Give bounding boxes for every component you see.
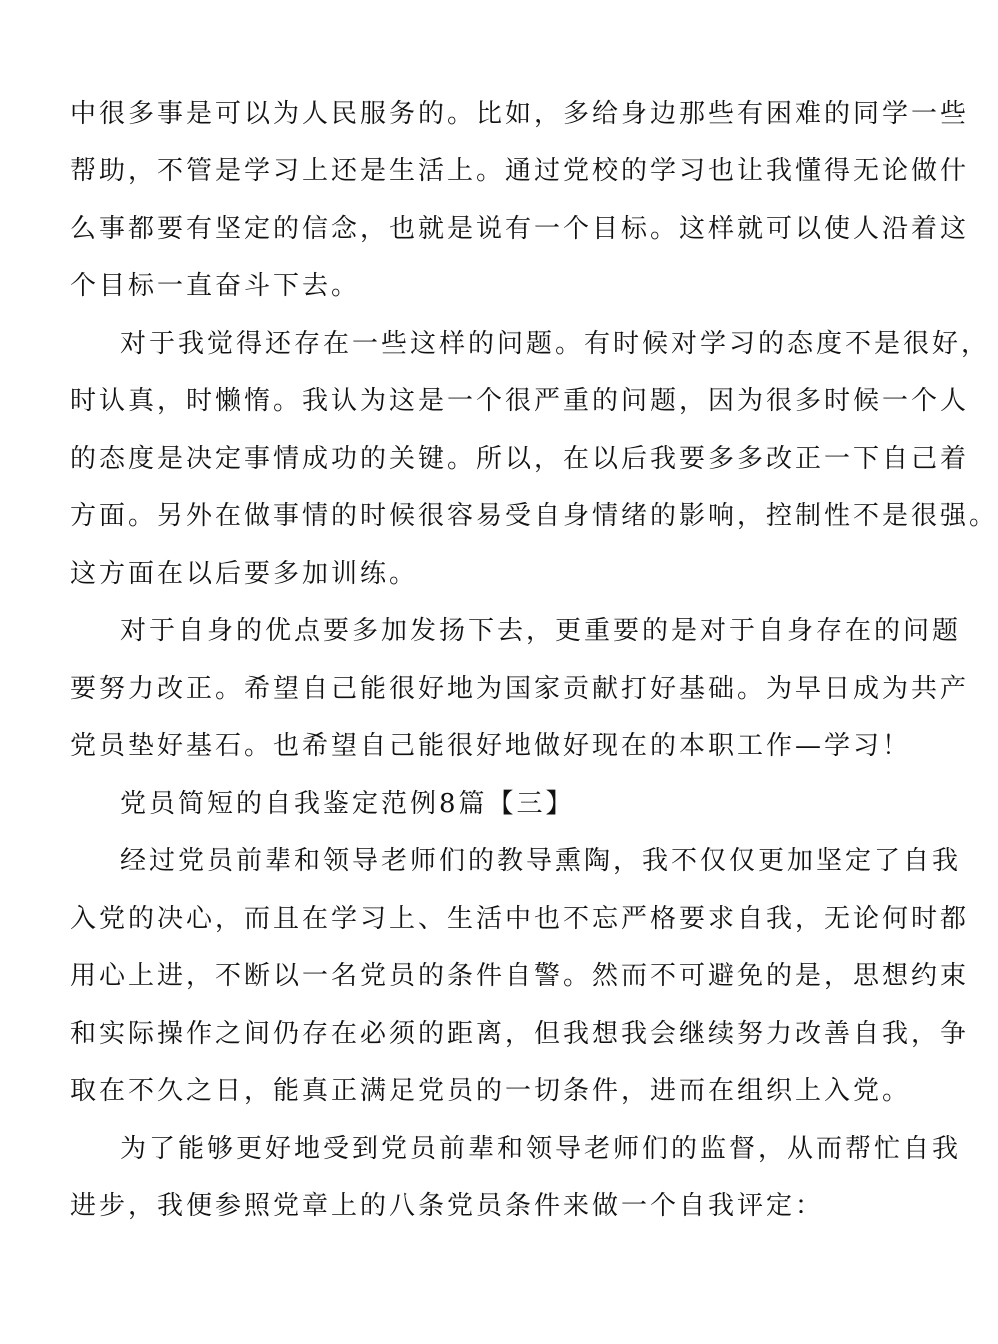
paragraph-4-line-5: 取在不久之日，能真正满足党员的一切条件，进而在组织上入党。 (70, 1076, 912, 1106)
paragraph-4-line-1: 经过党员前辈和领导老师们的教导熏陶，我不仅仅更加坚定了自我 (120, 846, 962, 876)
paragraph-2-line-5: 这方面在以后要多加训练。 (70, 559, 419, 589)
paragraph-3-line-1: 对于自身的优点要多加发扬下去，更重要的是对于自身存在的问题 (120, 616, 962, 646)
paragraph-3-line-3: 党员垫好基石。也希望自己能很好地做好现在的本职工作—学习！ (70, 731, 912, 761)
paragraph-5-line-2: 进步，我便参照党章上的八条党员条件来做一个自我评定： (70, 1191, 825, 1221)
paragraph-4-line-4: 和实际操作之间仍存在必须的距离，但我想我会继续努力改善自我，争 (70, 1019, 970, 1049)
paragraph-3-line-2: 要努力改正。希望自己能很好地为国家贡献打好基础。为早日成为共产 (70, 674, 970, 704)
paragraph-2-line-4: 方面。另外在做事情的时候很容易受自身情绪的影响，控制性不是很强。 (70, 501, 998, 531)
paragraph-1-line-3: 么事都要有坚定的信念，也就是说有一个目标。这样就可以使人沿着这 (70, 214, 970, 244)
section-heading: 党员简短的自我鉴定范例8篇【三】 (120, 789, 575, 819)
paragraph-5-line-1: 为了能够更好地受到党员前辈和领导老师们的监督，从而帮忙自我 (120, 1134, 962, 1164)
paragraph-2-line-3: 的态度是决定事情成功的关键。所以，在以后我要多多改正一下自己着 (70, 444, 970, 474)
paragraph-1-line-1: 中很多事是可以为人民服务的。比如，多给身边那些有困难的同学一些 (70, 99, 970, 129)
paragraph-2-line-2: 时认真，时懒惰。我认为这是一个很严重的问题，因为很多时候一个人 (70, 386, 970, 416)
paragraph-4-line-3: 用心上进，不断以一名党员的条件自警。然而不可避免的是，思想约束 (70, 961, 970, 991)
paragraph-4-line-2: 入党的决心，而且在学习上、生活中也不忘严格要求自我，无论何时都 (70, 904, 970, 934)
paragraph-1-line-2: 帮助，不管是学习上还是生活上。通过党校的学习也让我懂得无论做什 (70, 156, 970, 186)
paragraph-2-line-1: 对于我觉得还存在一些这样的问题。有时候对学习的态度不是很好， (120, 329, 991, 359)
paragraph-1-line-4: 个目标一直奋斗下去。 (70, 271, 361, 301)
